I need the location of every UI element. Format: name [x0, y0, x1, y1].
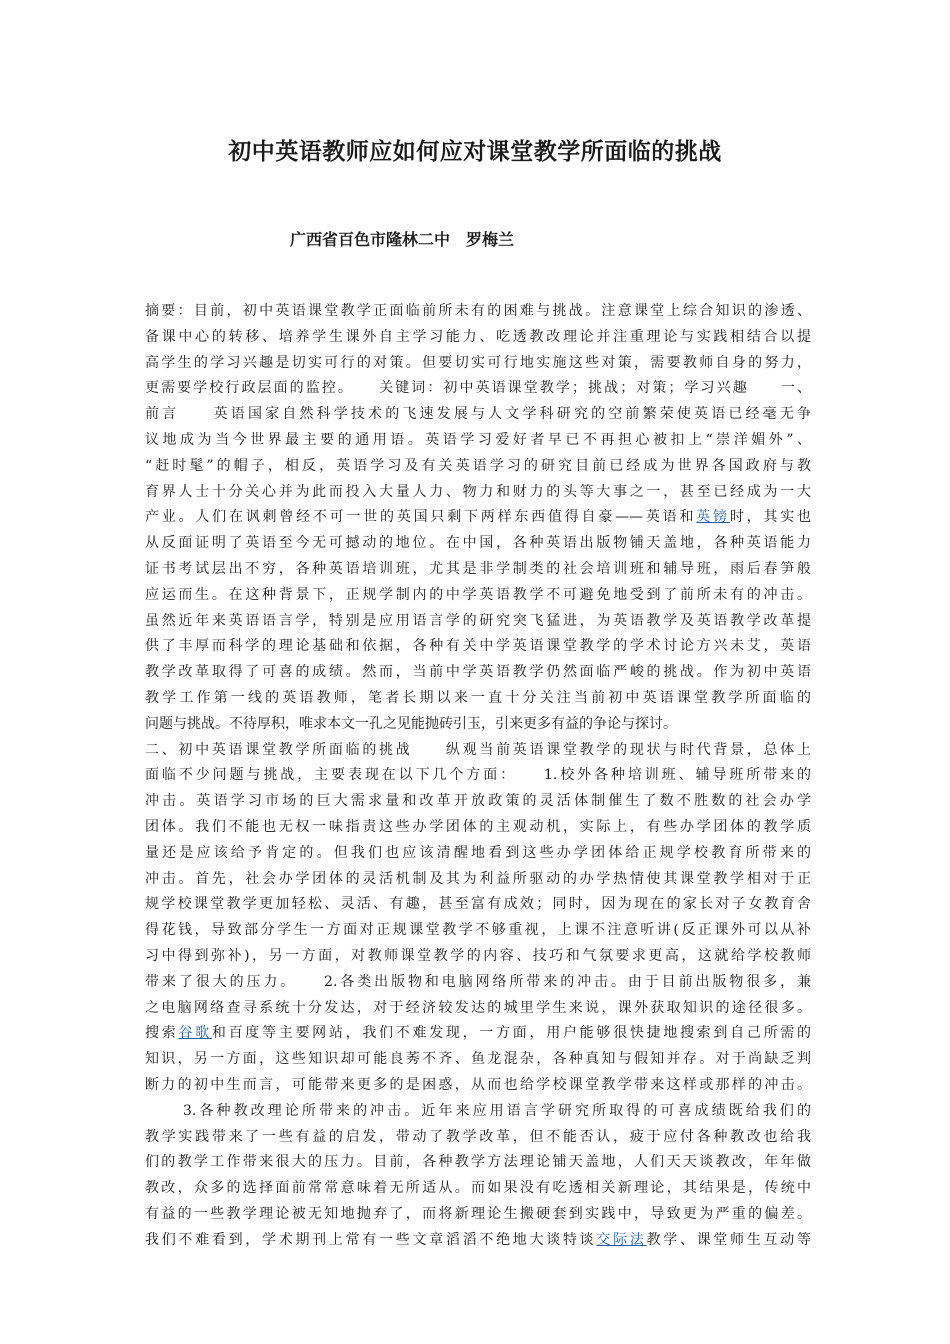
body-line: 之电脑网络查寻系统十分发达，对于经济较发达的城里学生来说，课外获取知识的途径很多。 [145, 999, 811, 1016]
body-line: 习中得到弥补)，另一方面，对教师课堂教学的内容、技巧和气氛要求更高，这就给学校教师 [145, 947, 811, 964]
body-line: 更需要学校行政层面的监控。 关键词：初中英语课堂教学；挑战；对策；学习兴趣 一、 [145, 380, 811, 397]
author-school: 广西省百色市隆林二中 [290, 230, 451, 249]
body-line: 量还是应该给予肯定的。但我们也应该清醒地看到这些办学团体给正规学校教育所带来的 [145, 844, 811, 861]
author-line [290, 227, 514, 250]
body-line: 教学实践带来了一些有益的启发，带动了教学改革，但不能否认，疲于应付各种教改也给我 [145, 1128, 811, 1145]
body-line: 供了丰厚而科学的理论基础和依据，各种有关中学英语课堂教学的学术讨论方兴未艾，英语 [145, 638, 811, 655]
body-line: 从反面证明了英语至今无可撼动的地位。在中国，各种英语出版物铺天盖地，各种英语能力 [145, 535, 811, 552]
body-line: 搜索谷歌和百度等主要网站，我们不难发现，一方面，用户能够很快捷地搜索到自己所需的 [145, 1025, 811, 1042]
body-line: 团体。我们不能也无权一味指责这些办学团体的主观动机，实际上，有些办学团体的教学质 [145, 818, 811, 835]
body-line: 规学校课堂教学更加轻松、灵活、有趣，甚至富有成效；同时，因为现在的家长对子女教育舍 [145, 896, 811, 913]
link-guge[interactable]: 谷歌 [178, 1025, 212, 1042]
body-line: 教学改革取得了可喜的成绩。然而，当前中学英语教学仍然面临严峻的挑战。作为初中英语 [145, 664, 811, 681]
body-line: 面临不少问题与挑战，主要表现在以下几个方面： 1.校外各种培训班、辅导班所带来的 [145, 767, 811, 784]
body-line: 备课中心的转移、培养学生课外自主学习能力、吃透教改理论并注重理论与实践相结合以提 [145, 328, 811, 345]
body-line: 带来了很大的压力。 2.各类出版物和电脑网络所带来的冲击。由于目前出版物很多，兼 [145, 973, 811, 990]
body-line: 教学工作第一线的英语教师，笔者长期以来一直十分关注当前初中英语课堂教学所面临的 [145, 689, 811, 706]
body-line: 3.各种教改理论所带来的冲击。近年来应用语言学研究所取得的可喜成绩既给我们的 [183, 1102, 811, 1119]
body-line: 摘要：目前，初中英语课堂教学正面临前所未有的困难与挑战。注意课堂上综合知识的渗透、 [145, 303, 811, 319]
body-line: 产业。人们在讽刺曾经不可一世的英国只剩下两样东西值得自豪——英语和英镑时，其实也 [145, 509, 811, 526]
body-line: 断力的初中生而言，可能带来更多的是困惑，从而也给学校课堂教学带来这样或那样的冲击。 [145, 1076, 811, 1093]
body-line: “赶时髦”的帽子，相反，英语学习及有关英语学习的研究目前已经成为世界各国政府与教 [145, 457, 811, 474]
body-line: 我们不难看到，学术期刊上常有一些文章滔滔不绝地大谈特谈交际法教学、课堂师生互动等 [145, 1231, 811, 1248]
body-line: 冲击。英语学习市场的巨大需求量和改革开放政策的灵活体制催生了数不胜数的社会办学 [145, 793, 811, 810]
body-line: 证书考试层出不穷，各种英语培训班，尤其是非学制类的社会培训班和辅导班，雨后春笋般 [145, 560, 811, 577]
document-body [145, 299, 811, 1253]
body-line: 有益的一些教学理论被无知地抛弃了，而将新理论生搬硬套到实践中，导致更为严重的偏差。 [145, 1205, 811, 1222]
body-line: 冲击。首先，社会办学团体的灵活机制及其为利益所驱动的办学热情使其课堂教学相对于正 [145, 870, 811, 887]
body-line: 得花钱，导致部分学生一方面对正规课堂教学不够重视，上课不注意听讲(反正课外可以从补 [145, 922, 811, 939]
body-line: 二、初中英语课堂教学所面临的挑战 纵观当前英语课堂教学的现状与时代背景，总体上 [145, 741, 811, 758]
author-name: 罗梅兰 [466, 230, 515, 249]
body-line: 问题与挑战。不待厚积，唯求本文一孔之见能抛砖引玉，引来更多有益的争论与探讨。 [145, 715, 677, 732]
body-line: 育界人士十分关心并为此而投入大量人力、物力和财力的头等大事之一，甚至已经成为一大 [145, 483, 811, 500]
link-yingbang[interactable]: 英镑 [696, 509, 730, 526]
body-line: 知识，另一方面，这些知识却可能良莠不齐、鱼龙混杂，各种真知与假知并存。对于尚缺乏判 [145, 1051, 811, 1068]
body-line: 们的教学工作带来很大的压力。目前，各种教学方法理论铺天盖地，人们天天谈教改，年年做 [145, 1154, 811, 1171]
document-title: 初中英语教师应如何应对课堂教学所面临的挑战 [228, 138, 722, 165]
body-line: 高学生的学习兴趣是切实可行的对策。但要切实可行地实施这些对策，需要教师自身的努力， [145, 354, 811, 371]
body-line: 前言 英语国家自然科学技术的飞速发展与人文学科研究的空前繁荣使英语已经毫无争 [145, 406, 811, 423]
body-line: 议地成为当今世界最主要的通用语。英语学习爱好者早已不再担心被扣上“崇洋媚外”、 [145, 431, 811, 448]
link-jiaojifa[interactable]: 交际法 [596, 1231, 647, 1248]
body-line: 虽然近年来英语语言学，特别是应用语言学的研究突飞猛进，为英语教学及英语教学改革提 [145, 612, 811, 629]
body-line: 教改，众多的选择面前常常意味着无所适从。而如果没有吃透相关新理论，其结果是，传统中 [145, 1180, 811, 1197]
body-line: 应运而生。在这种背景下，正规学制内的中学英语教学不可避免地受到了前所未有的冲击。 [145, 586, 811, 603]
